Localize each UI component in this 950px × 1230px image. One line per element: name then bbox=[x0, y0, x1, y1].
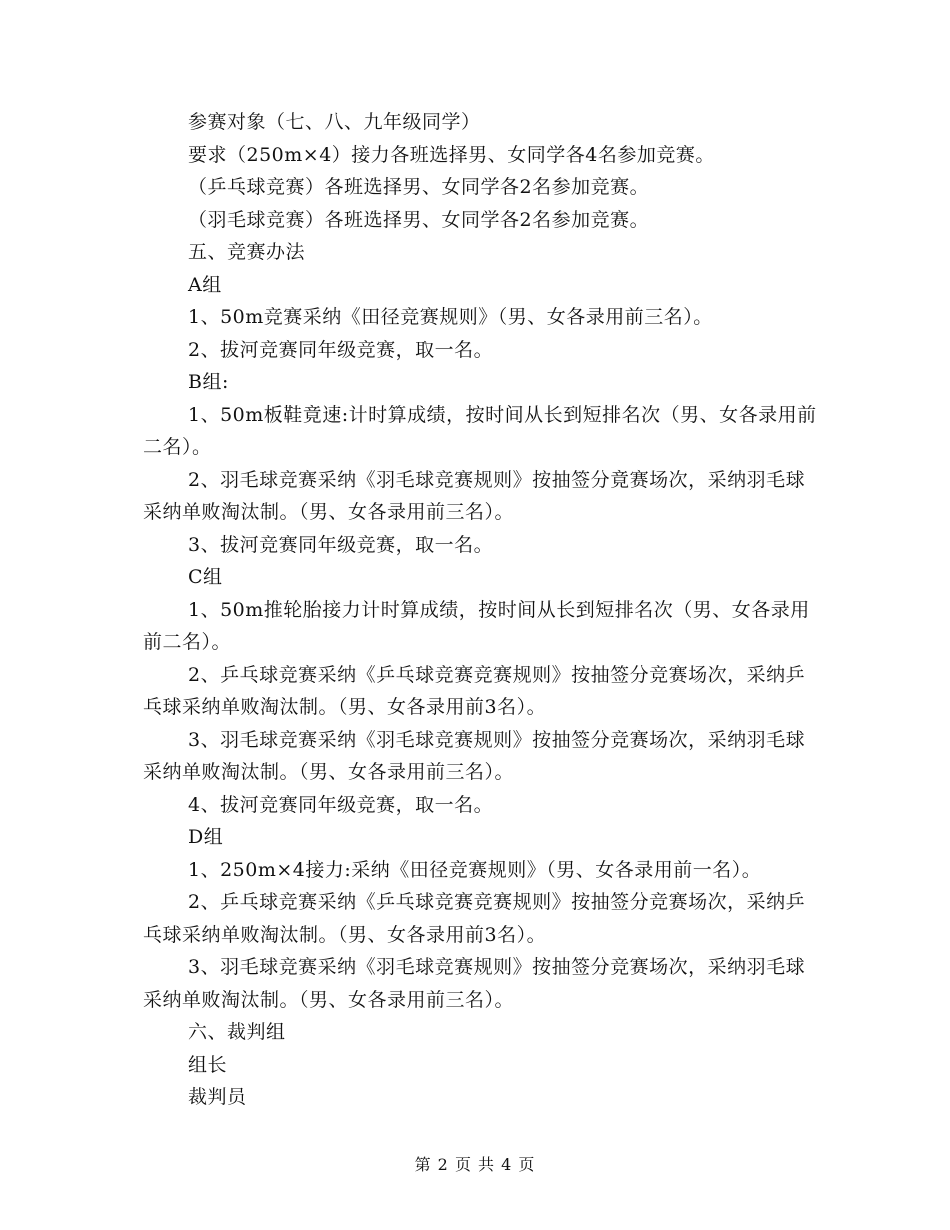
paragraph-c-2: 2、乒乓球竞赛采纳《乒乓球竞赛竞赛规则》按抽签分竞赛场次，采纳乒乓球采纳单败淘汰制。（男、女各录用前3名）。 bbox=[143, 663, 806, 718]
paragraph-b-2: 2、羽毛球竞赛采纳《羽毛球竞赛规则》按抽签分竟赛场次，采纳羽毛球采纳单败淘汰制。（男、女各录用前三名）。 bbox=[143, 468, 806, 523]
group-heading-a: A组 bbox=[188, 273, 222, 296]
paragraph-c-3: 3、羽毛球竞赛采纳《羽毛球竞赛规则》按抽签分竞赛场次，采纳羽毛球采纳单败淘汰制。（男、女各录用前三名）。 bbox=[143, 728, 806, 783]
document-body bbox=[143, 106, 823, 1114]
paragraph-d-2: 2、乒乓球竞赛采纳《乒乓球竞赛竞赛规则》按抽签分竞赛场次，采纳乒乓球采纳单败淘汰制。（男、女各录用前3名）。 bbox=[143, 891, 806, 946]
paragraph-b-3: 3、拔河竞赛同年级竞赛，取一名。 bbox=[188, 533, 494, 556]
paragraph-participants: 参赛对象（七、八、九年级同学） bbox=[188, 111, 481, 133]
paragraph-a-2: 2、拔河竞赛同年级竞赛，取一名。 bbox=[188, 338, 494, 361]
paragraph-c-1: 1、50m推轮胎接力计时算成绩，按时间从长到短排名次（男、女各录用前二名）。 bbox=[143, 598, 810, 653]
group-heading-b: B组: bbox=[188, 371, 229, 393]
paragraph-table-tennis-requirement: （乒乓球竞赛）各班选择男、女同学各2名参加竞赛。 bbox=[188, 176, 650, 198]
paragraph-d-3: 3、羽毛球竞赛采纳《羽毛球竞赛规则》按抽签分竞赛场次，采纳羽毛球采纳单败淘汰制。（男、女各录用前三名）。 bbox=[143, 956, 806, 1011]
paragraph-referees: 裁判员 bbox=[188, 1086, 247, 1108]
paragraph-d-1: 1、250m×4接力:采纳《田径竞赛规则》（男、女各录用前一名）。 bbox=[188, 858, 762, 881]
paragraph-group-leader: 组长 bbox=[188, 1053, 228, 1076]
paragraph-a-1: 1、50m竞赛采纳《田径竞赛规则》（男、女各录用前三名）。 bbox=[188, 306, 713, 328]
paragraph-badminton-requirement: （羽毛球竞赛）各班选择男、女同学各2名参加竞赛。 bbox=[188, 208, 650, 231]
group-heading-c: C组 bbox=[188, 566, 223, 588]
section-heading-competition-method: 五、竞赛办法 bbox=[188, 241, 306, 263]
paragraph-relay-requirement: 要求（250m×4）接力各班选择男、女同学各4名参加竞赛。 bbox=[188, 143, 715, 166]
section-heading-referee-group: 六、裁判组 bbox=[188, 1021, 286, 1043]
page-number-footer: 第 2 页 共 4 页 bbox=[414, 1155, 536, 1174]
group-heading-d: D组 bbox=[188, 826, 224, 848]
paragraph-b-1: 1、50m板鞋竟速:计时算成绩，按时间从长到短排名次（男、女各录用前二名）。 bbox=[143, 403, 817, 458]
paragraph-c-4: 4、拔河竞赛同年级竞赛，取一名。 bbox=[188, 793, 494, 816]
